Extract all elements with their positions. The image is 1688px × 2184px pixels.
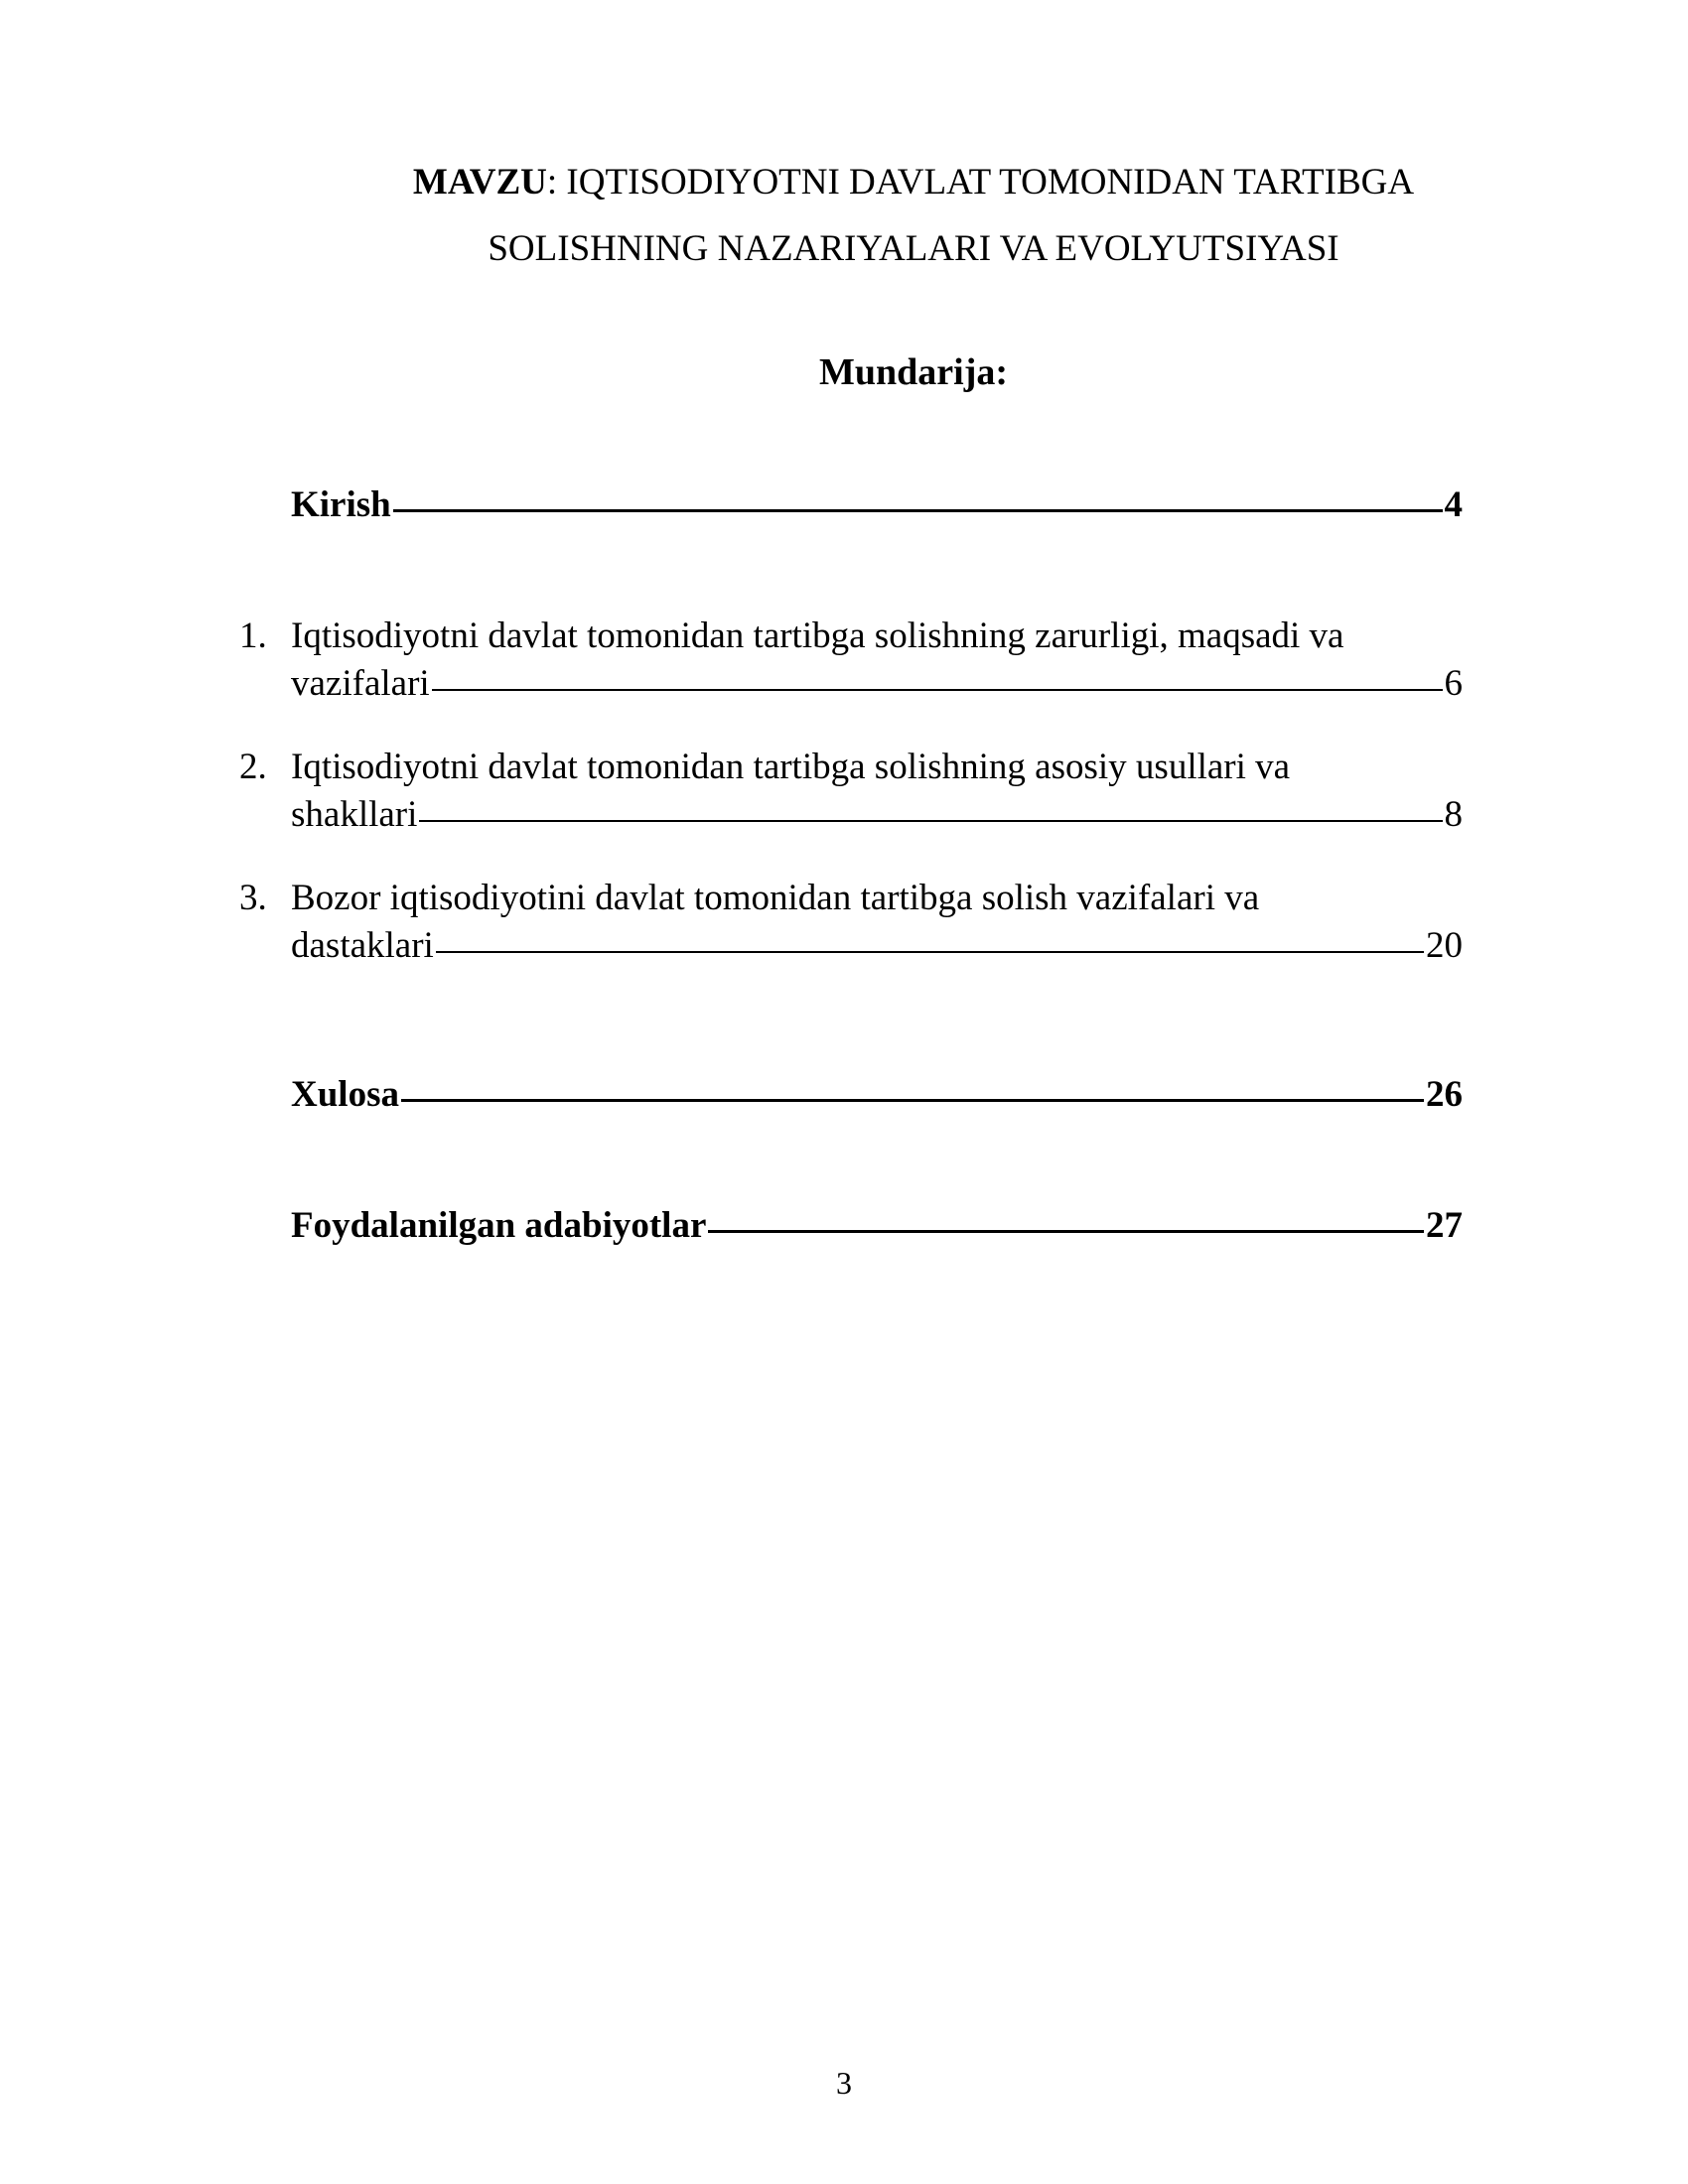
toc-entry-item-1-page: 6	[1444, 663, 1463, 704]
toc-leader-line	[436, 951, 1424, 953]
toc-entry-item-2	[239, 744, 1463, 839]
toc-entry-item-2-page: 8	[1444, 794, 1463, 835]
toc-entry-intro-page: 4	[1444, 484, 1463, 525]
toc-entry-item-1-number: 1.	[239, 615, 267, 656]
title-line-1-text: : IQTISODIYOTNI DAVLAT TOMONIDAN TARTIBGA	[546, 162, 1415, 203]
toc-leader-line	[432, 689, 1443, 691]
toc-leader-line	[401, 1099, 1424, 1102]
toc-entry-item-1-line-1: Iqtisodiyotni davlat tomonidan tartibga solishning zarurligi, maqsadi va	[291, 615, 1344, 656]
toc-entry-item-3-line-1: Bozor iqtisodiyotini davlat tomonidan tartibga solish vazifalari va	[291, 878, 1260, 918]
toc-entry-item-3	[239, 875, 1463, 970]
toc-entry-item-3-number: 3.	[239, 878, 267, 918]
page-number: 3	[836, 2065, 852, 2101]
toc-heading: Mundarija:	[819, 351, 1008, 393]
title-line-2: SOLISHNING NAZARIYALARI VA EVOLYUTSIYASI	[488, 228, 1339, 269]
toc-leader-line	[708, 1230, 1424, 1233]
toc-entry-intro	[291, 481, 1463, 529]
toc-entry-references	[291, 1202, 1463, 1250]
toc-entry-intro-label: Kirish	[291, 484, 391, 525]
toc-entry-item-2-number: 2.	[239, 747, 267, 787]
toc-leader-line	[419, 820, 1442, 822]
toc-entry-item-1	[239, 613, 1463, 708]
toc-entry-item-2-line-1: Iqtisodiyotni davlat tomonidan tartibga solishning asosiy usullari va	[291, 747, 1291, 787]
document-title	[199, 149, 1628, 282]
toc-entry-conclusion-label: Xulosa	[291, 1074, 399, 1115]
toc-entry-item-1-line-2: vazifalari	[291, 663, 430, 704]
toc-entry-item-2-line-2: shakllari	[291, 794, 418, 835]
title-prefix: MAVZU	[412, 162, 547, 203]
title-line-1	[199, 149, 1628, 215]
toc-entry-item-3-line-2: dastaklari	[291, 925, 434, 966]
toc-entry-conclusion-page: 26	[1426, 1074, 1463, 1115]
toc-entry-references-label: Foydalanilgan adabiyotlar	[291, 1205, 707, 1246]
toc-entry-conclusion	[291, 1071, 1463, 1119]
toc-leader-line	[393, 509, 1443, 512]
toc-entry-item-3-page: 20	[1426, 925, 1463, 966]
toc-entry-references-page: 27	[1426, 1205, 1463, 1246]
